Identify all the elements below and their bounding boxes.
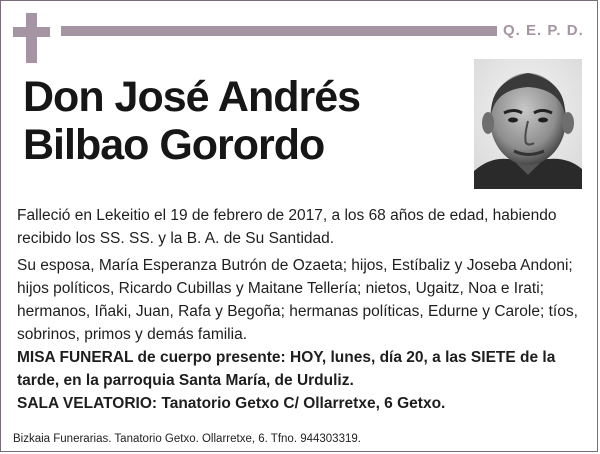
deceased-name-line2: Bilbao Gorordo [23, 121, 325, 169]
header-rule [61, 26, 497, 36]
obituary-body [17, 204, 585, 415]
funeral-info: MISA FUNERAL de cuerpo presente: HOY, lunes, día 20, a las SIETE de la tarde, en la parroquia Santa María, de Urduliz. [17, 349, 556, 389]
death-notice: Falleció en Lekeitio el 19 de febrero de 2017, a los 68 años de edad, habiendo recibido los SS. SS. y la B. A. de Su Santidad. [17, 207, 557, 247]
funeral-home-footer: Bizkaia Funerarias. Tanatorio Getxo. Ollarretxe, 6. Tfno. 944303319. [13, 433, 361, 445]
family-list: Su esposa, María Esperanza Butrón de Ozaeta; hijos, Estíbaliz y Joseba Andoni; hijos políticos, Ricardo Cubillas y Maitane Tellería; nietos, Ugaitz, Noa e Irati; hermanos, Iñaki, Juan, Rafa y Begoña; hermanas políticas, Edurne y Carole; tíos, sobrinos, primos y demás familia. [17, 257, 578, 343]
portrait-image [474, 59, 582, 189]
deceased-name-line1: Don José Andrés [23, 73, 361, 121]
deceased-name [23, 73, 453, 169]
cross-icon [26, 13, 37, 63]
wake-info: SALA VELATORIO: Tanatorio Getxo C/ Ollarretxe, 6 Getxo. [17, 395, 446, 412]
qepd-label: Q. E. P. D. [503, 22, 584, 39]
cross-icon-bar [13, 27, 50, 37]
deceased-photo [474, 59, 582, 189]
